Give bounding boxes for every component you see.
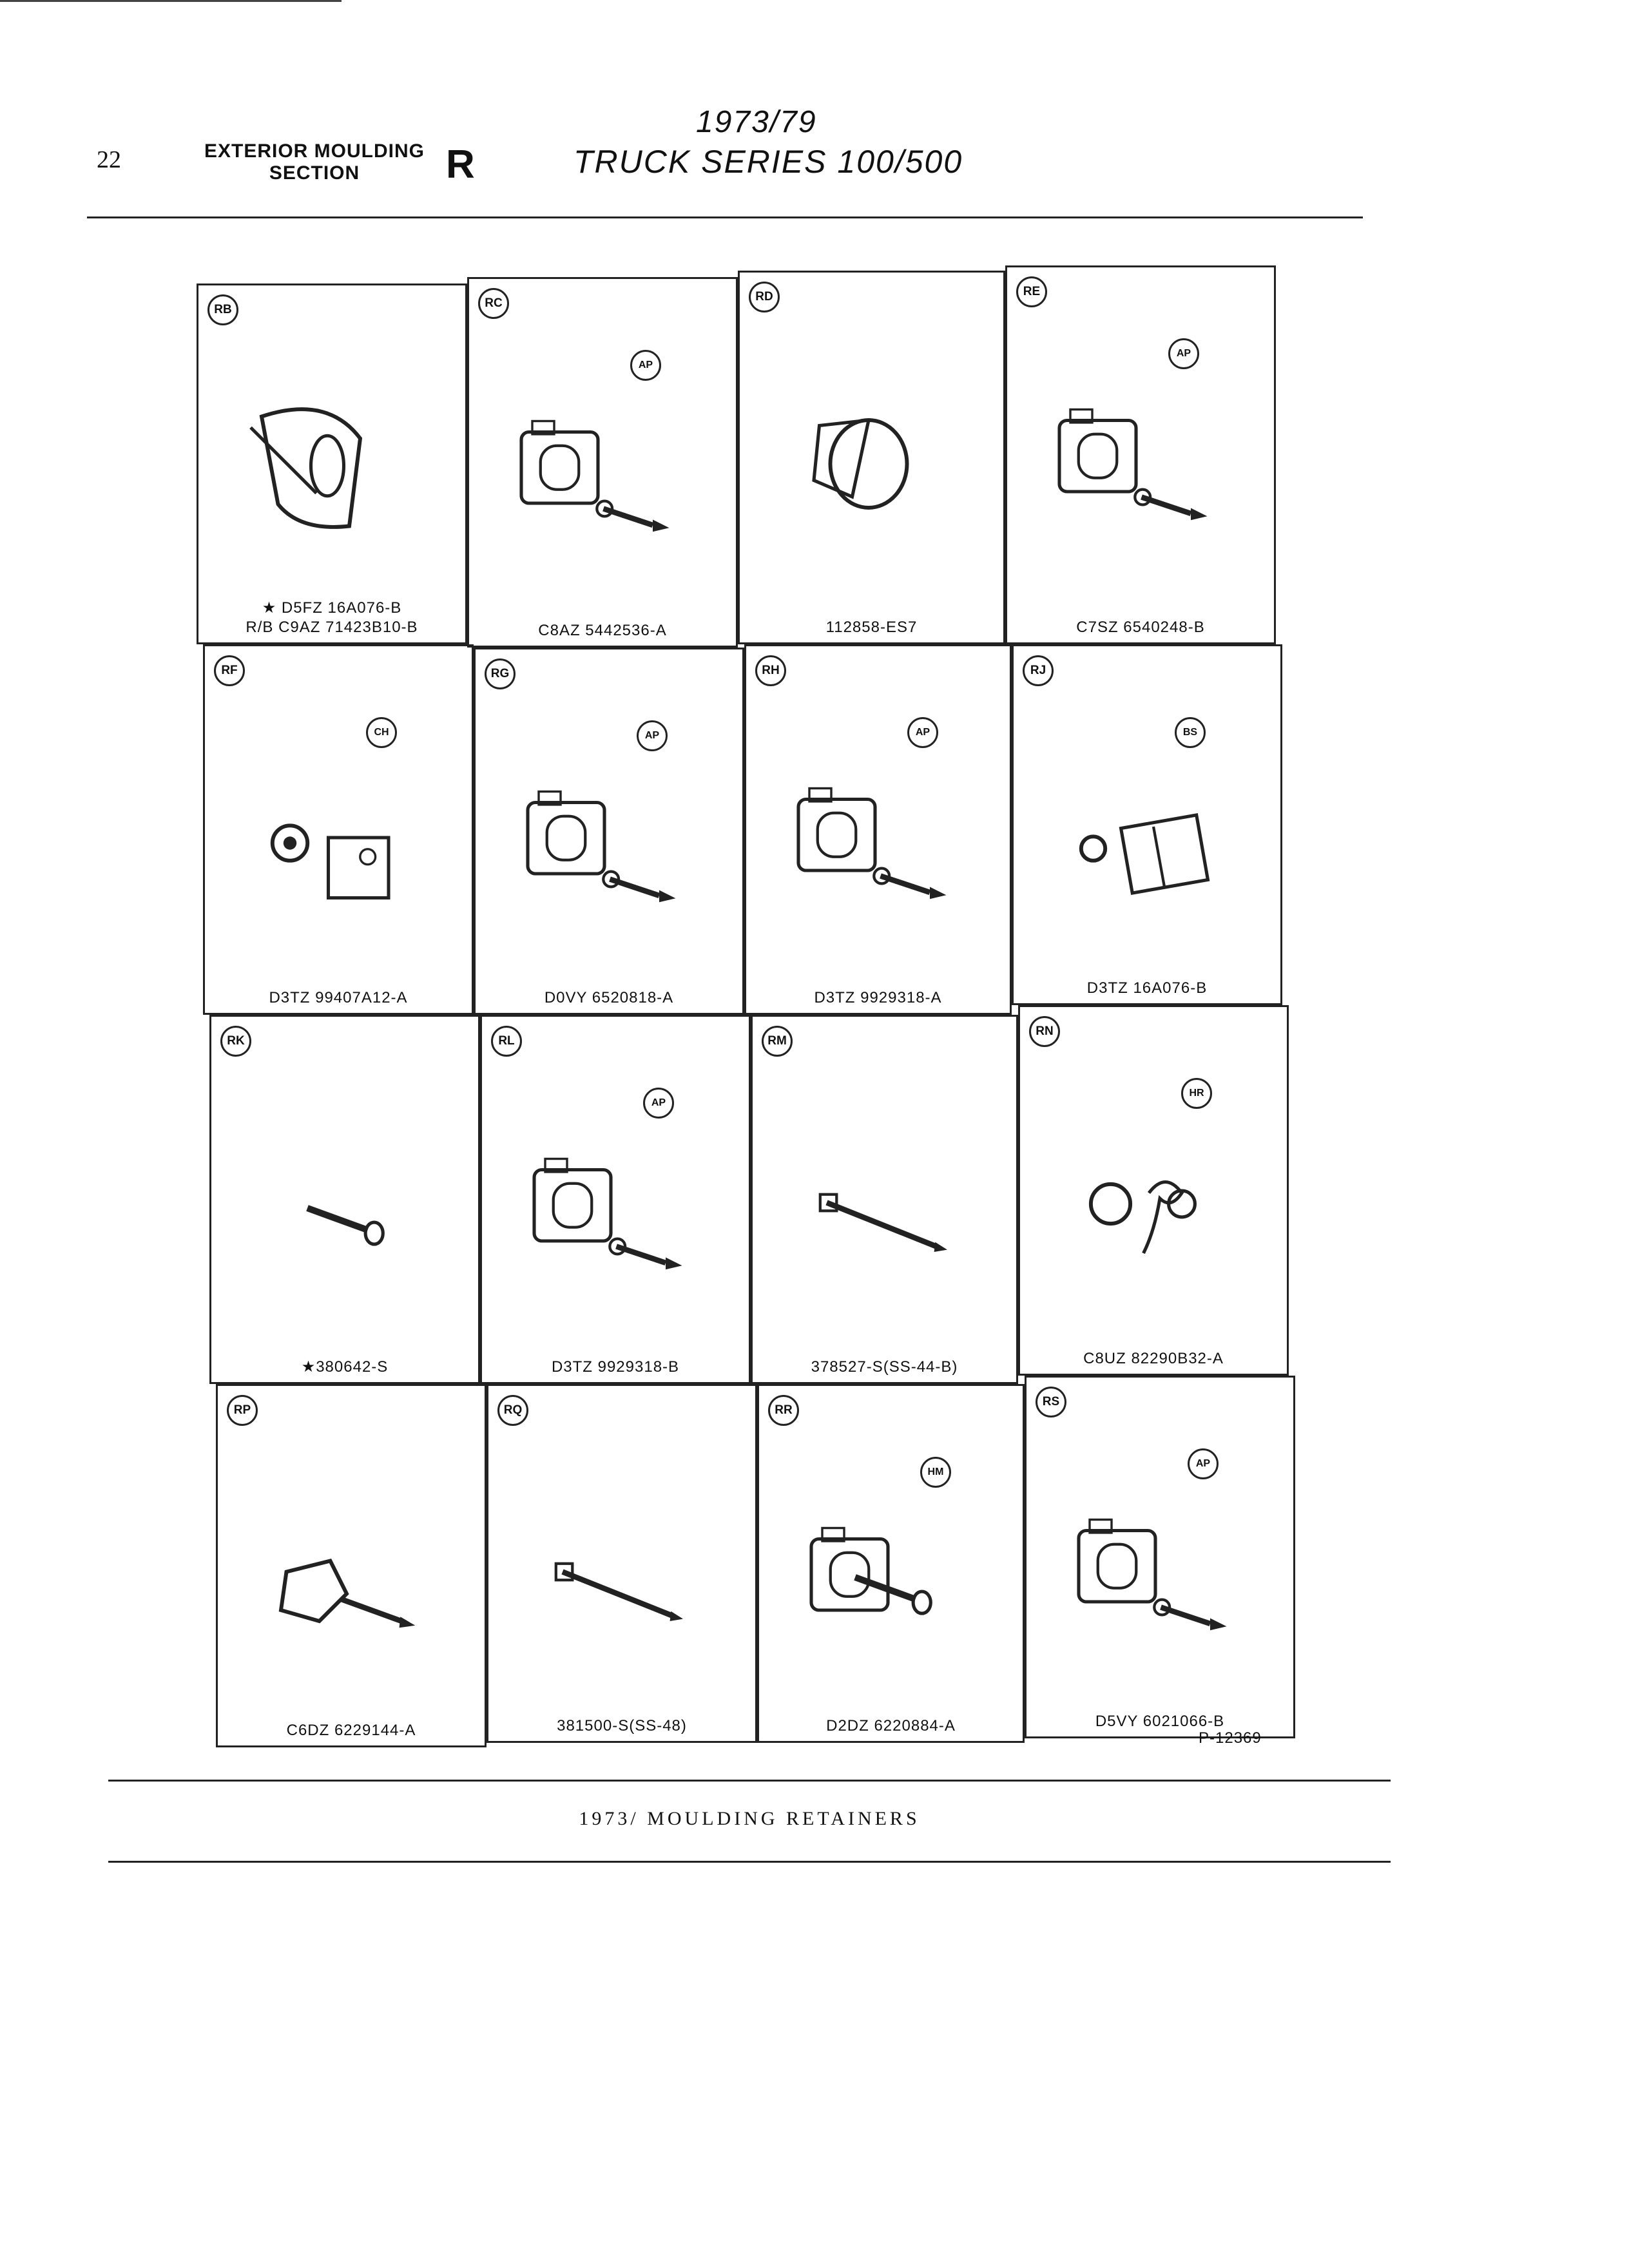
- part-illustration: [501, 1062, 720, 1332]
- part-code-badge: RB: [207, 294, 238, 325]
- part-code-badge: RE: [1016, 276, 1047, 307]
- footer-caption: 1973/ MOULDING RETAINERS: [579, 1808, 920, 1829]
- part-cell-rp: [216, 1384, 487, 1747]
- part-illustration: [508, 1431, 727, 1702]
- part-number-label: [753, 1358, 1016, 1377]
- part-number-line: D3TZ 16A076-B: [1086, 979, 1208, 997]
- callout-bubble-ch: CH: [366, 717, 397, 748]
- part-number-line: 378527-S(SS-44-B): [811, 1358, 958, 1376]
- part-code-badge: RS: [1036, 1387, 1066, 1418]
- part-number-line: D3TZ 9929318-B: [551, 1358, 680, 1376]
- part-number-line: 381500-S(SS-48): [557, 1717, 687, 1735]
- part-number-line: D3TZ 9929318-A: [814, 989, 942, 1006]
- part-cell-rh: [744, 644, 1012, 1015]
- callout-bubble-ap: AP: [907, 717, 938, 748]
- part-number-line: D5VY 6021066-B: [1095, 1713, 1225, 1730]
- part-code-badge: RK: [220, 1026, 251, 1057]
- callout-bubble-ap: AP: [1168, 338, 1199, 369]
- part-number-label: [476, 988, 742, 1008]
- part-illustration: [766, 691, 985, 962]
- part-number-label: [205, 988, 472, 1008]
- part-number-label: [1007, 618, 1274, 637]
- part-number-line: D3TZ 99407A12-A: [269, 989, 408, 1006]
- part-number-label: [488, 1716, 755, 1736]
- part-code-badge: RC: [478, 288, 509, 319]
- part-code-badge: RD: [749, 282, 780, 312]
- part-cell-rc: [467, 277, 738, 648]
- part-number-label: [746, 988, 1010, 1008]
- callout-bubble-ap: AP: [1188, 1448, 1219, 1479]
- part-cell-rm: [751, 1015, 1018, 1384]
- part-code-badge: RH: [755, 655, 786, 686]
- part-illustration: [1046, 1423, 1265, 1693]
- part-number-label: [1020, 1349, 1287, 1369]
- top-edge-rule: [0, 0, 342, 2]
- footer-rule-bottom: [108, 1861, 1391, 1863]
- part-cell-rq: [487, 1384, 757, 1743]
- part-illustration: [488, 324, 708, 595]
- part-number-line: D2DZ 6220884-A: [826, 1717, 956, 1735]
- part-code-badge: RP: [227, 1395, 258, 1426]
- page-number: 22: [97, 146, 121, 173]
- part-number-label: [198, 599, 465, 637]
- section-letter: R: [446, 142, 475, 187]
- part-code-badge: RF: [214, 655, 245, 686]
- model-years: 1973/79: [696, 105, 817, 139]
- part-illustration: [1033, 691, 1252, 962]
- part-illustration: [1027, 312, 1246, 583]
- part-illustration: [231, 1062, 450, 1332]
- part-code-badge: RJ: [1023, 655, 1054, 686]
- part-cell-rr: [757, 1384, 1025, 1743]
- part-cell-rb: [197, 284, 467, 644]
- part-number-label: [218, 1721, 485, 1740]
- part-illustration: [772, 1062, 991, 1332]
- callout-bubble-hr: HR: [1181, 1078, 1212, 1109]
- part-cell-rn: [1018, 1005, 1289, 1376]
- part-cell-rl: [480, 1015, 751, 1384]
- section-title: EXTERIOR MOULDING SECTION: [204, 140, 425, 184]
- part-number-line: C6DZ 6229144-A: [286, 1722, 416, 1739]
- part-number-line: C8UZ 82290B32-A: [1083, 1350, 1224, 1367]
- part-number-line: R/B C9AZ 71423B10-B: [246, 619, 418, 636]
- part-number-label: [759, 1716, 1023, 1736]
- part-cell-re: [1005, 265, 1276, 644]
- part-illustration: [495, 695, 714, 965]
- callout-bubble-bs: BS: [1175, 717, 1206, 748]
- part-number-label: [469, 621, 736, 640]
- part-number-line: ★ D5FZ 16A076-B: [262, 599, 402, 617]
- part-code-badge: RN: [1029, 1016, 1060, 1047]
- part-number-label: [1027, 1712, 1293, 1731]
- part-illustration: [237, 1431, 456, 1702]
- part-cell-rf: [203, 644, 474, 1015]
- callout-bubble-ap: AP: [630, 350, 661, 381]
- part-number-label: [740, 618, 1003, 637]
- part-code-badge: RG: [485, 658, 516, 689]
- part-number-line: C8AZ 5442536-A: [538, 622, 667, 639]
- part-illustration: [218, 331, 437, 601]
- part-cell-rg: [474, 648, 744, 1015]
- part-number-label: [211, 1358, 478, 1377]
- header-rule: [87, 216, 1363, 218]
- illustration-code: P-12369: [1199, 1729, 1262, 1747]
- footer-rule-top: [108, 1780, 1391, 1782]
- part-cell-rj: [1012, 644, 1282, 1005]
- part-cell-rk: [209, 1015, 480, 1384]
- part-illustration: [778, 1431, 998, 1702]
- part-code-badge: RM: [762, 1026, 793, 1057]
- part-illustration: [759, 318, 978, 588]
- part-code-badge: RR: [768, 1395, 799, 1426]
- callout-bubble-ap: AP: [643, 1088, 674, 1119]
- part-number-label: [482, 1358, 749, 1377]
- part-number-label: [1014, 979, 1280, 998]
- callout-bubble-hm: HM: [920, 1457, 951, 1488]
- part-cell-rd: [738, 271, 1005, 644]
- part-illustration: [224, 691, 443, 962]
- part-number-line: D0VY 6520818-A: [544, 989, 674, 1006]
- part-code-badge: RL: [491, 1026, 522, 1057]
- callout-bubble-ap: AP: [637, 720, 668, 751]
- part-code-badge: RQ: [497, 1395, 528, 1426]
- part-illustration: [1039, 1052, 1258, 1323]
- part-number-line: 112858-ES7: [825, 619, 918, 636]
- part-number-line: ★380642-S: [301, 1358, 389, 1376]
- truck-series: TRUCK SERIES 100/500: [574, 144, 963, 180]
- part-cell-rs: [1025, 1376, 1295, 1738]
- part-number-line: C7SZ 6540248-B: [1076, 619, 1205, 636]
